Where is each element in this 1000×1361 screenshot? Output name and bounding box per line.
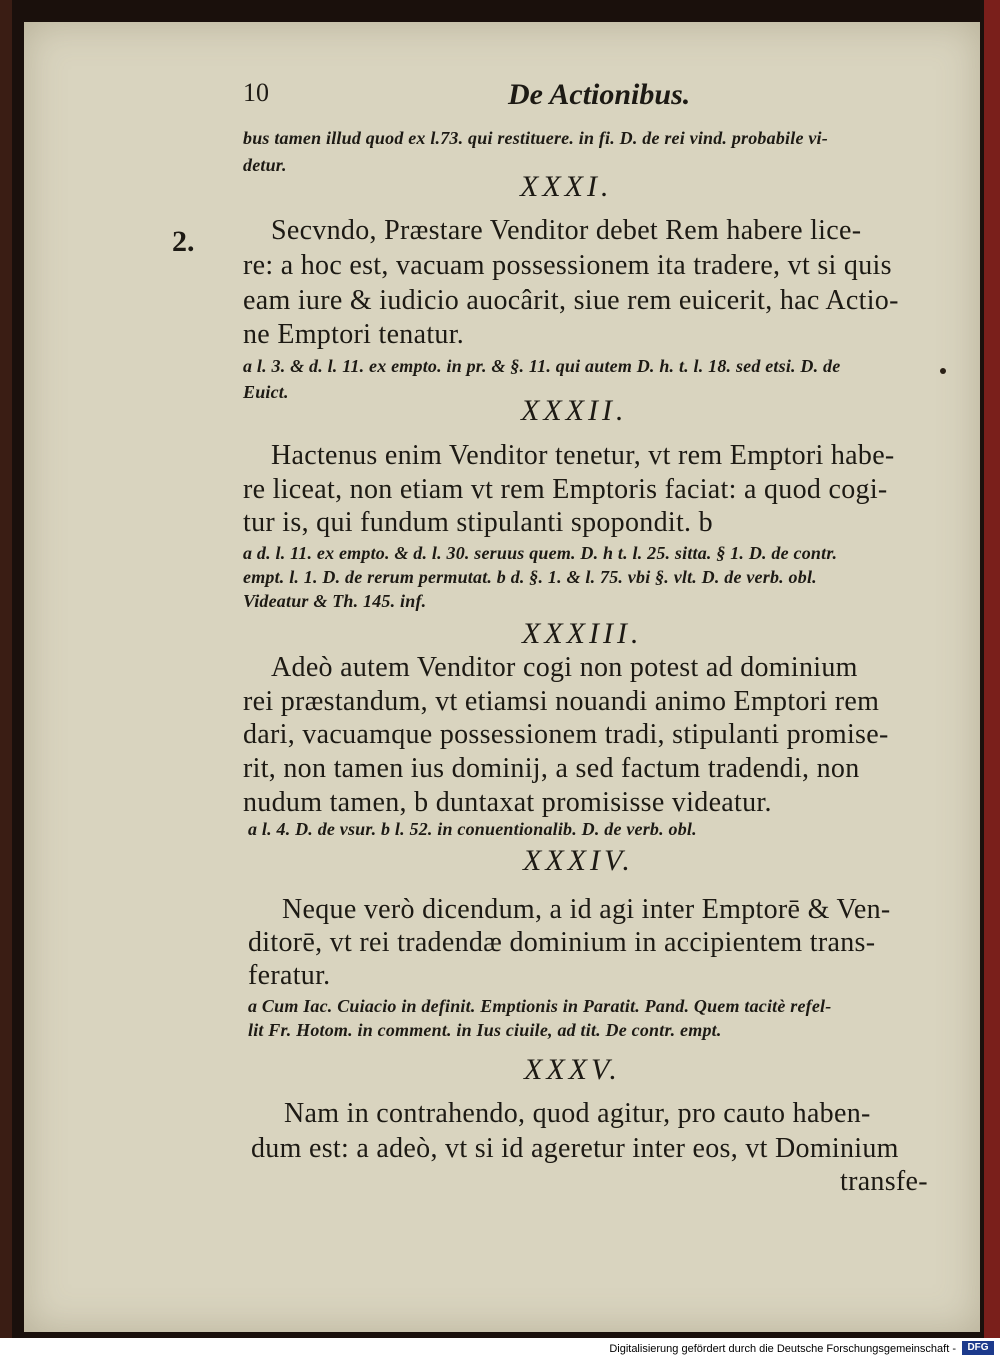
section-heading: XXXIV. [523,844,634,877]
section-heading: XXXI. [520,170,613,203]
footnote-line: empt. l. 1. D. de rerum permutat. b d. §. 1. & l. 75. vbi §. vlt. D. de verb. obl. [243,567,817,587]
footnote-line: a d. l. 11. ex empto. & d. l. 30. seruus quem. D. h t. l. 25. sitta. § 1. D. de contr. [243,543,838,563]
section-heading: XXXII. [521,394,628,427]
body-line: feratur. [248,960,331,991]
body-line: rit, non tamen ius dominij, a sed factum tradendi, non [243,753,860,784]
section-heading: XXXV. [524,1053,621,1086]
margin-number: 2. [172,225,195,258]
body-line: ne Emptori tenatur. [243,319,465,350]
body-line: rei præstandum, vt etiamsi nouandi animo Emptori rem [243,686,880,717]
body-line: re liceat, non etiam vt rem Emptoris faciat: a quod cogi- [243,474,888,505]
body-line: Hactenus enim Venditor tenetur, vt rem Emptori habe- [271,440,895,471]
body-line: nudum tamen, b duntaxat promisisse videatur. [243,787,772,818]
footnote-line: Videatur & Th. 145. inf. [243,591,427,611]
footnote-line: a l. 4. D. de vsur. b l. 52. in conuentionalib. D. de verb. obl. [248,819,697,839]
footnote-line: lit Fr. Hotom. in comment. in Ius ciuile, ad tit. De contr. empt. [248,1020,722,1040]
body-line: Nam in contrahendo, quod agitur, pro cauto haben- [284,1098,871,1129]
dfg-logo: DFG [962,1341,994,1355]
body-line: dum est: a adeò, vt si id ageretur inter eos, vt Dominium [251,1133,899,1164]
footnote-line: detur. [243,155,287,175]
body-line: Adeò autem Venditor cogi non potest ad dominium [271,652,858,683]
ink-speck [940,368,946,374]
running-title: De Actionibus. [508,78,691,111]
body-line: eam iure & iudicio auocârit, siue rem euicerit, hac Actio- [243,285,899,316]
body-line: Secvndo, Præstare Venditor debet Rem habere lice- [271,215,862,246]
footer-credit: Digitalisierung gefördert durch die Deutsche Forschungsgemeinschaft - [609,1343,956,1355]
footnote-line: Euict. [243,382,289,402]
body-line: ditorē, vt rei tradendæ dominium in accipientem trans- [248,927,876,958]
footnote-line: a Cum Iac. Cuiacio in definit. Emptionis in Paratit. Pand. Quem tacitè refel- [248,996,832,1016]
body-line: re: a hoc est, vacuam possessionem ita tradere, vt si quis [243,250,892,281]
footnote-line: a l. 3. & d. l. 11. ex empto. in pr. & §. 11. qui autem D. h. t. l. 18. sed etsi. D. de [243,356,841,376]
page-number: 10 [243,78,269,107]
body-line: tur is, qui fundum stipulanti spopondit. b [243,507,713,538]
footnote-line: bus tamen illud quod ex l.73. qui restituere. in fi. D. de rei vind. probabile vi- [243,128,828,148]
catchword: transfe- [840,1166,928,1197]
body-line: Neque verò dicendum, a id agi inter Emptorē & Ven- [282,894,891,925]
section-heading: XXXIII. [522,617,643,650]
body-line: dari, vacuamque possessionem tradi, stipulanti promise- [243,719,889,750]
